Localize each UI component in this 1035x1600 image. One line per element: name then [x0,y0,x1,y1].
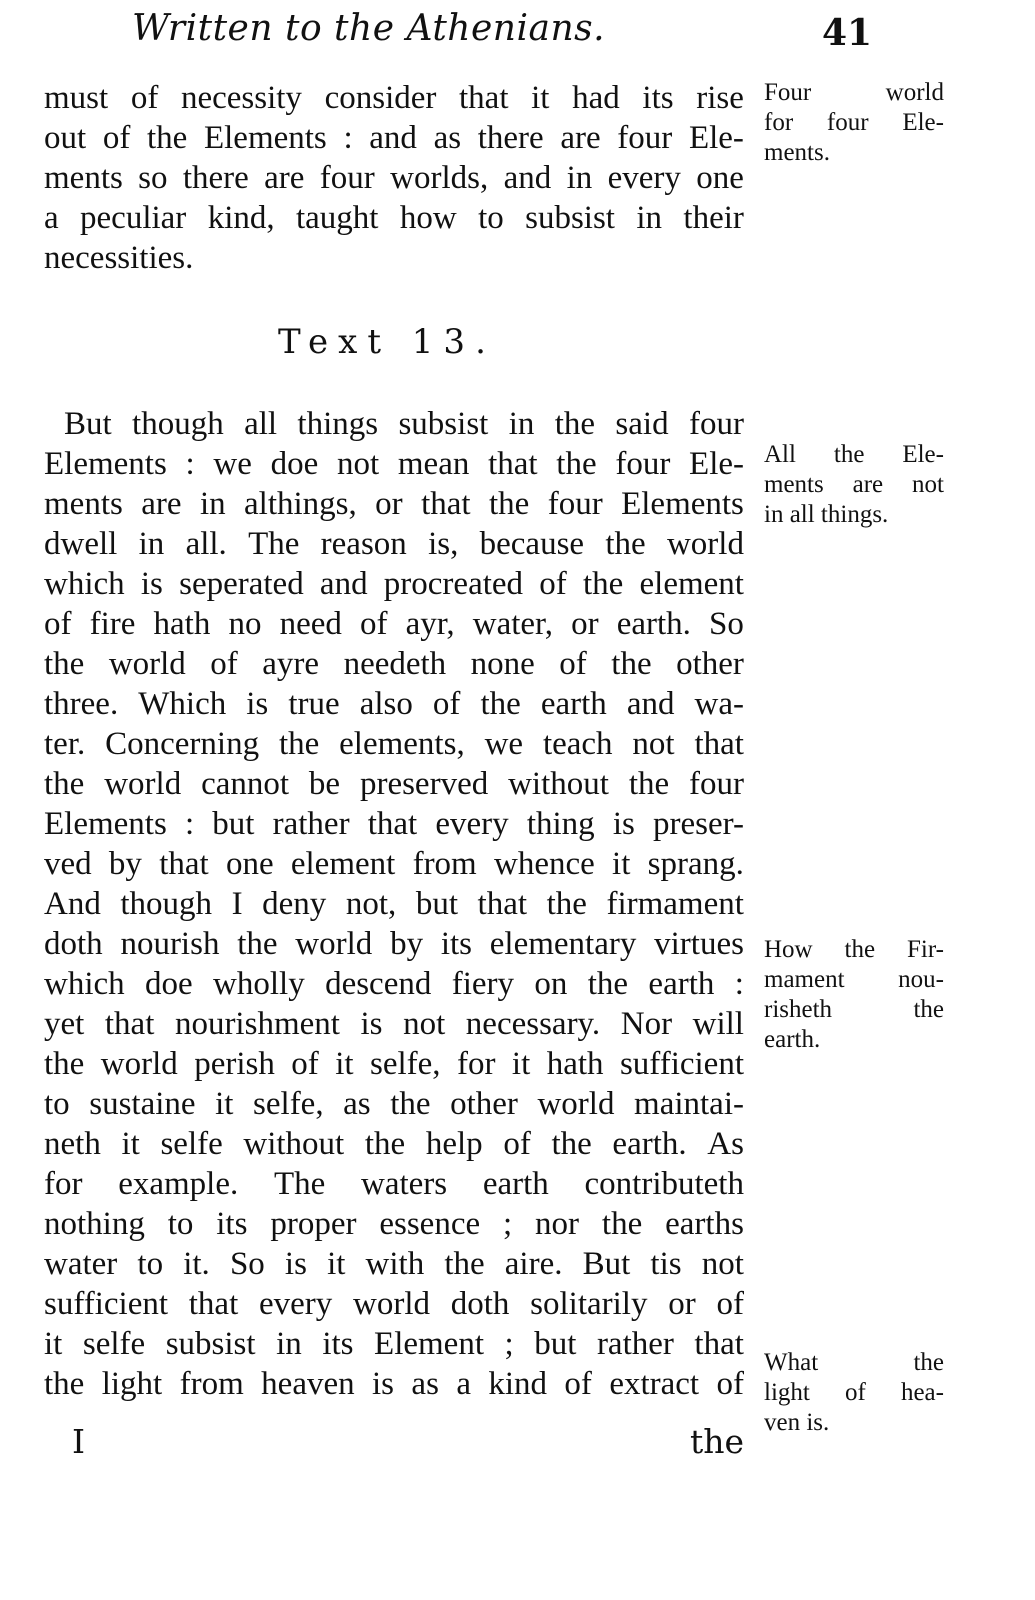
margin-note-line: earth. [764,1026,821,1053]
margin-note-line: risheth the [764,996,944,1023]
text-line: a peculiar kind, taught how to subsist in their [44,200,744,236]
margin-note-firmament [764,935,944,1055]
page-number: 41 [822,12,873,54]
margin-note-light-of-heaven [764,1348,944,1438]
intro-paragraph [44,78,744,278]
margin-note-line: ments. [764,139,830,166]
text-line: the light from heaven is as a kind of extract of [44,1366,744,1402]
margin-note-line: mament nou- [764,966,944,993]
body-paragraph [44,404,744,1404]
text-line: And though I deny not, but that the firmament [44,886,744,922]
catchword: the [690,1422,745,1461]
text-line: which doe wholly descend fiery on the earth : [44,966,744,1002]
text-line: three. Which is true also of the earth and wa- [44,686,744,722]
text-line: ments so there are four worlds, and in every one [44,160,744,196]
text-line: the world cannot be preserved without the four [44,766,744,802]
text-line: Elements : but rather that every thing is preser- [44,806,744,842]
margin-note-line: Four world [764,79,944,106]
text-line: necessities. [44,240,194,276]
text-line: sufficient that every world doth solitarily or of [44,1286,744,1322]
text-line: must of necessity consider that it had its rise [44,80,744,116]
text-line: it selfe subsist in its Element ; but rather that [44,1326,744,1362]
signature-mark: I [72,1422,86,1461]
text-line: which is seperated and procreated of the element [44,566,744,602]
text-line: for example. The waters earth contributeth [44,1166,744,1202]
margin-note-line: All the Ele- [764,441,944,468]
margin-note-line: in all things. [764,501,889,528]
running-header-title: Written to the Athenians. [132,8,606,49]
text-line: the world perish of it selfe, for it hath sufficient [44,1046,744,1082]
text-line: neth it selfe without the help of the earth. As [44,1126,744,1162]
text-line: of fire hath no need of ayr, water, or earth. So [44,606,744,642]
section-heading: Text 13. [278,322,496,362]
margin-note-elements [764,440,944,530]
margin-note-line: for four Ele- [764,109,944,136]
text-line: the world of ayre needeth none of the other [44,646,744,682]
margin-note-line: light of hea- [764,1379,944,1406]
margin-note-line: ments are not [764,471,944,498]
margin-note-line: How the Fir- [764,936,944,963]
text-line: ter. Concerning the elements, we teach not that [44,726,744,762]
text-line: nothing to its proper essence ; nor the earths [44,1206,744,1242]
margin-note-line: What the [764,1349,944,1376]
text-line: water to it. So is it with the aire. But tis not [44,1246,744,1282]
text-line: to sustaine it selfe, as the other world maintai- [44,1086,744,1122]
text-line: ved by that one element from whence it sprang. [44,846,744,882]
text-line: yet that nourishment is not necessary. Nor will [44,1006,744,1042]
margin-note-four-worlds [764,78,944,168]
text-line: ments are in althings, or that the four Elements [44,486,744,522]
text-line: doth nourish the world by its elementary virtues [44,926,744,962]
text-line: Elements : we doe not mean that the four Ele- [44,446,744,482]
text-line: dwell in all. The reason is, because the world [44,526,744,562]
text-line: But though all things subsist in the said four [64,406,744,442]
margin-note-line: ven is. [764,1409,830,1436]
text-line: out of the Elements : and as there are four Ele- [44,120,744,156]
